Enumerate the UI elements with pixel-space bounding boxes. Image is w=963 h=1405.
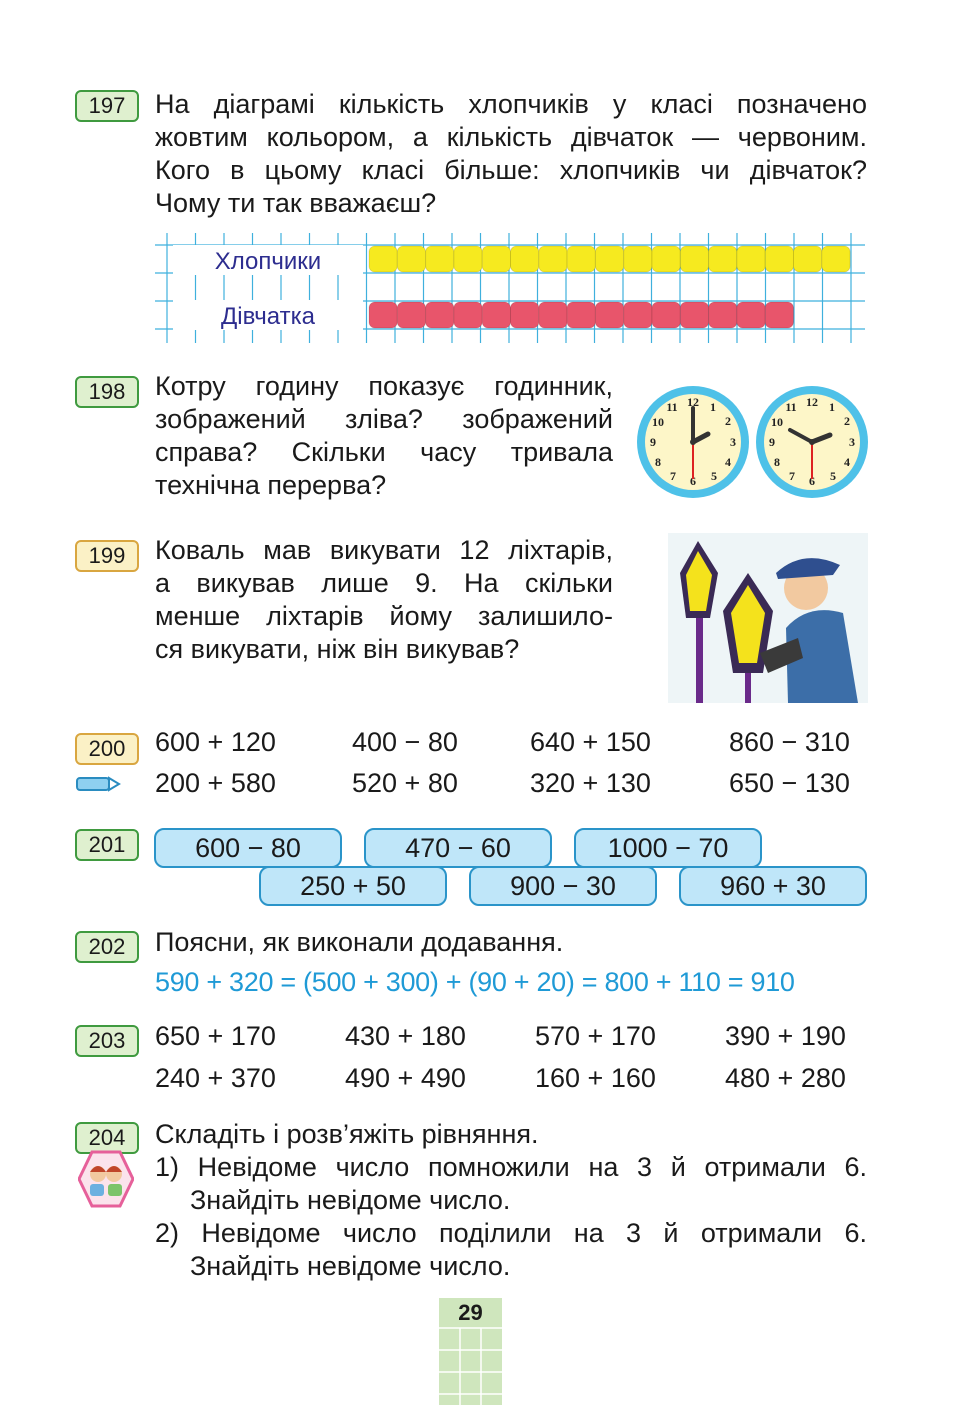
task-204-item-1-line-1: 1) Невідоме число помножили на 3 й отримали 6. — [155, 1152, 867, 1182]
task-204-item-2-line-1: 2) Невідоме число поділили на 3 й отримали 6. — [155, 1218, 867, 1248]
task-197-line-3: Кого в цьому класі більше: хлопчиків чи дівчаток? — [155, 155, 867, 185]
girls-bar-cell — [454, 302, 482, 328]
left-clock-icon — [634, 383, 752, 501]
girls-bar-cell — [511, 302, 539, 328]
svg-text:6: 6 — [690, 474, 696, 488]
expr-pill-201-4: 250 + 50 — [259, 866, 447, 906]
girls-bar-cell — [624, 302, 652, 328]
boys-bar-cell — [567, 246, 595, 272]
task-number-202: 202 — [75, 931, 139, 963]
boys-bar-cell — [822, 246, 850, 272]
boys-bar-cell — [737, 246, 765, 272]
girls-bar-cell — [567, 302, 595, 328]
svg-text:1: 1 — [829, 400, 835, 414]
task-198-line-2: зображений зліва? зображений — [155, 404, 613, 434]
task-number-201: 201 — [75, 829, 139, 861]
task-199-text — [155, 534, 613, 666]
girls-label: Дівчатка — [221, 303, 315, 330]
expr-200-1-3: 640 + 150 — [530, 727, 651, 757]
expr-pill-201-2: 470 − 60 — [364, 828, 552, 868]
task-number-204: 204 — [75, 1122, 139, 1154]
svg-text:7: 7 — [670, 469, 676, 483]
svg-text:6: 6 — [809, 474, 815, 488]
task-204-item-1-line-2: Знайдіть невідоме число. — [190, 1185, 511, 1215]
right-clock-icon — [753, 383, 871, 501]
svg-text:12: 12 — [687, 395, 699, 409]
expr-203-2-1: 240 + 370 — [155, 1063, 276, 1093]
girls-bar-cell — [397, 302, 425, 328]
expr-203-2-3: 160 + 160 — [535, 1063, 656, 1093]
svg-text:5: 5 — [711, 469, 717, 483]
expr-pill-201-3: 1000 − 70 — [574, 828, 762, 868]
expr-203-2-4: 480 + 280 — [725, 1063, 846, 1093]
svg-text:9: 9 — [650, 435, 656, 449]
svg-text:3: 3 — [730, 435, 736, 449]
expr-203-2-2: 490 + 490 — [345, 1063, 466, 1093]
svg-text:3: 3 — [849, 435, 855, 449]
expr-203-1-1: 650 + 170 — [155, 1021, 276, 1051]
svg-text:10: 10 — [652, 415, 664, 429]
boys-bar-cell — [765, 246, 793, 272]
task-199-line-4: ся викувати, ніж він викував? — [155, 634, 520, 664]
boys-girls-diagram — [155, 233, 865, 343]
task-number-198: 198 — [75, 376, 139, 408]
svg-text:11: 11 — [785, 400, 797, 414]
page-number-box — [439, 1298, 502, 1405]
boys-bar-cell — [680, 246, 708, 272]
expr-200-2-1: 200 + 580 — [155, 768, 276, 798]
task-204-title: Складіть і розв’яжіть рівняння. — [155, 1119, 539, 1149]
expr-pill-201-1: 600 − 80 — [154, 828, 342, 868]
task-199-line-2: а викував лише 9. На скільки — [155, 568, 613, 598]
expr-200-1-4: 860 − 310 — [729, 727, 850, 757]
boys-bar-cell — [454, 246, 482, 272]
svg-text:2: 2 — [844, 414, 850, 428]
expr-203-1-3: 570 + 170 — [535, 1021, 656, 1051]
girls-bar-cell — [595, 302, 623, 328]
expr-203-1-4: 390 + 190 — [725, 1021, 846, 1051]
svg-text:11: 11 — [666, 400, 678, 414]
girls-bar-cell — [652, 302, 680, 328]
girls-bar-cell — [426, 302, 454, 328]
girls-bar-cell — [539, 302, 567, 328]
task-198-line-4: технічна перерва? — [155, 470, 387, 500]
task-number-203: 203 — [75, 1025, 139, 1057]
task-202-text: Поясни, як виконали додавання. — [155, 927, 564, 957]
boys-bar-cell — [397, 246, 425, 272]
pair-work-icon — [78, 1150, 134, 1208]
task-number-200: 200 — [75, 733, 139, 765]
girls-bar-cell — [482, 302, 510, 328]
expr-200-1-1: 600 + 120 — [155, 727, 276, 757]
boys-bar-cell — [595, 246, 623, 272]
svg-text:7: 7 — [789, 469, 795, 483]
task-number-199: 199 — [75, 540, 139, 572]
task-198-text — [155, 370, 613, 502]
task-number-197: 197 — [75, 90, 139, 122]
pencil-icon — [75, 774, 121, 794]
girls-bar-cell — [709, 302, 737, 328]
page-number: 29 — [458, 1300, 483, 1325]
task-197-text — [155, 88, 867, 220]
expr-203-1-2: 430 + 180 — [345, 1021, 466, 1051]
expr-200-2-4: 650 − 130 — [729, 768, 850, 798]
boys-bar-cell — [624, 246, 652, 272]
blacksmith-illustration — [668, 533, 868, 703]
svg-text:9: 9 — [769, 435, 775, 449]
task-198-line-3: справа? Скільки часу тривала — [155, 437, 613, 467]
boys-bar-cell — [539, 246, 567, 272]
boys-bar-cell — [369, 246, 397, 272]
svg-text:4: 4 — [725, 455, 731, 469]
boys-bar-cell — [511, 246, 539, 272]
girls-bar-cell — [680, 302, 708, 328]
boys-bar-cell — [794, 246, 822, 272]
task-204-item-2-line-2: Знайдіть невідоме число. — [190, 1251, 511, 1281]
expr-200-2-2: 520 + 80 — [352, 768, 458, 798]
task-199-line-1: Коваль мав викувати 12 ліхтарів, — [155, 535, 613, 565]
task-197-line-2: жовтим кольором, а кількість дівчаток — червоним. — [155, 122, 867, 152]
svg-text:5: 5 — [830, 469, 836, 483]
task-198-line-1: Котру годину показує годинник, — [155, 371, 613, 401]
girls-bar-cell — [765, 302, 793, 328]
girls-bar-cell — [737, 302, 765, 328]
svg-text:8: 8 — [655, 455, 661, 469]
svg-text:2: 2 — [725, 414, 731, 428]
boys-bar-cell — [482, 246, 510, 272]
task-197-line-4: Чому ти так вважаєш? — [155, 188, 437, 218]
task-197-line-1: На діаграмі кількість хлопчиків у класі позначено — [155, 89, 867, 119]
diagram-bars — [369, 246, 850, 328]
svg-text:12: 12 — [806, 395, 818, 409]
svg-text:1: 1 — [710, 400, 716, 414]
boys-bar-cell — [426, 246, 454, 272]
boys-label: Хлопчики — [214, 248, 322, 275]
task-202-example: 590 + 320 = (500 + 300) + (90 + 20) = 800 + 110 = 910 — [155, 967, 795, 997]
expr-pill-201-5: 900 − 30 — [469, 866, 657, 906]
expr-pill-201-6: 960 + 30 — [679, 866, 867, 906]
svg-text:8: 8 — [774, 455, 780, 469]
svg-text:10: 10 — [771, 415, 783, 429]
girls-bar-cell — [369, 302, 397, 328]
expr-200-2-3: 320 + 130 — [530, 768, 651, 798]
svg-text:4: 4 — [844, 455, 850, 469]
expr-200-1-2: 400 − 80 — [352, 727, 458, 757]
boys-bar-cell — [652, 246, 680, 272]
task-204-item-1 — [155, 1151, 867, 1283]
task-199-line-3: менше ліхтарів йому залишило- — [155, 601, 613, 631]
boys-bar-cell — [709, 246, 737, 272]
